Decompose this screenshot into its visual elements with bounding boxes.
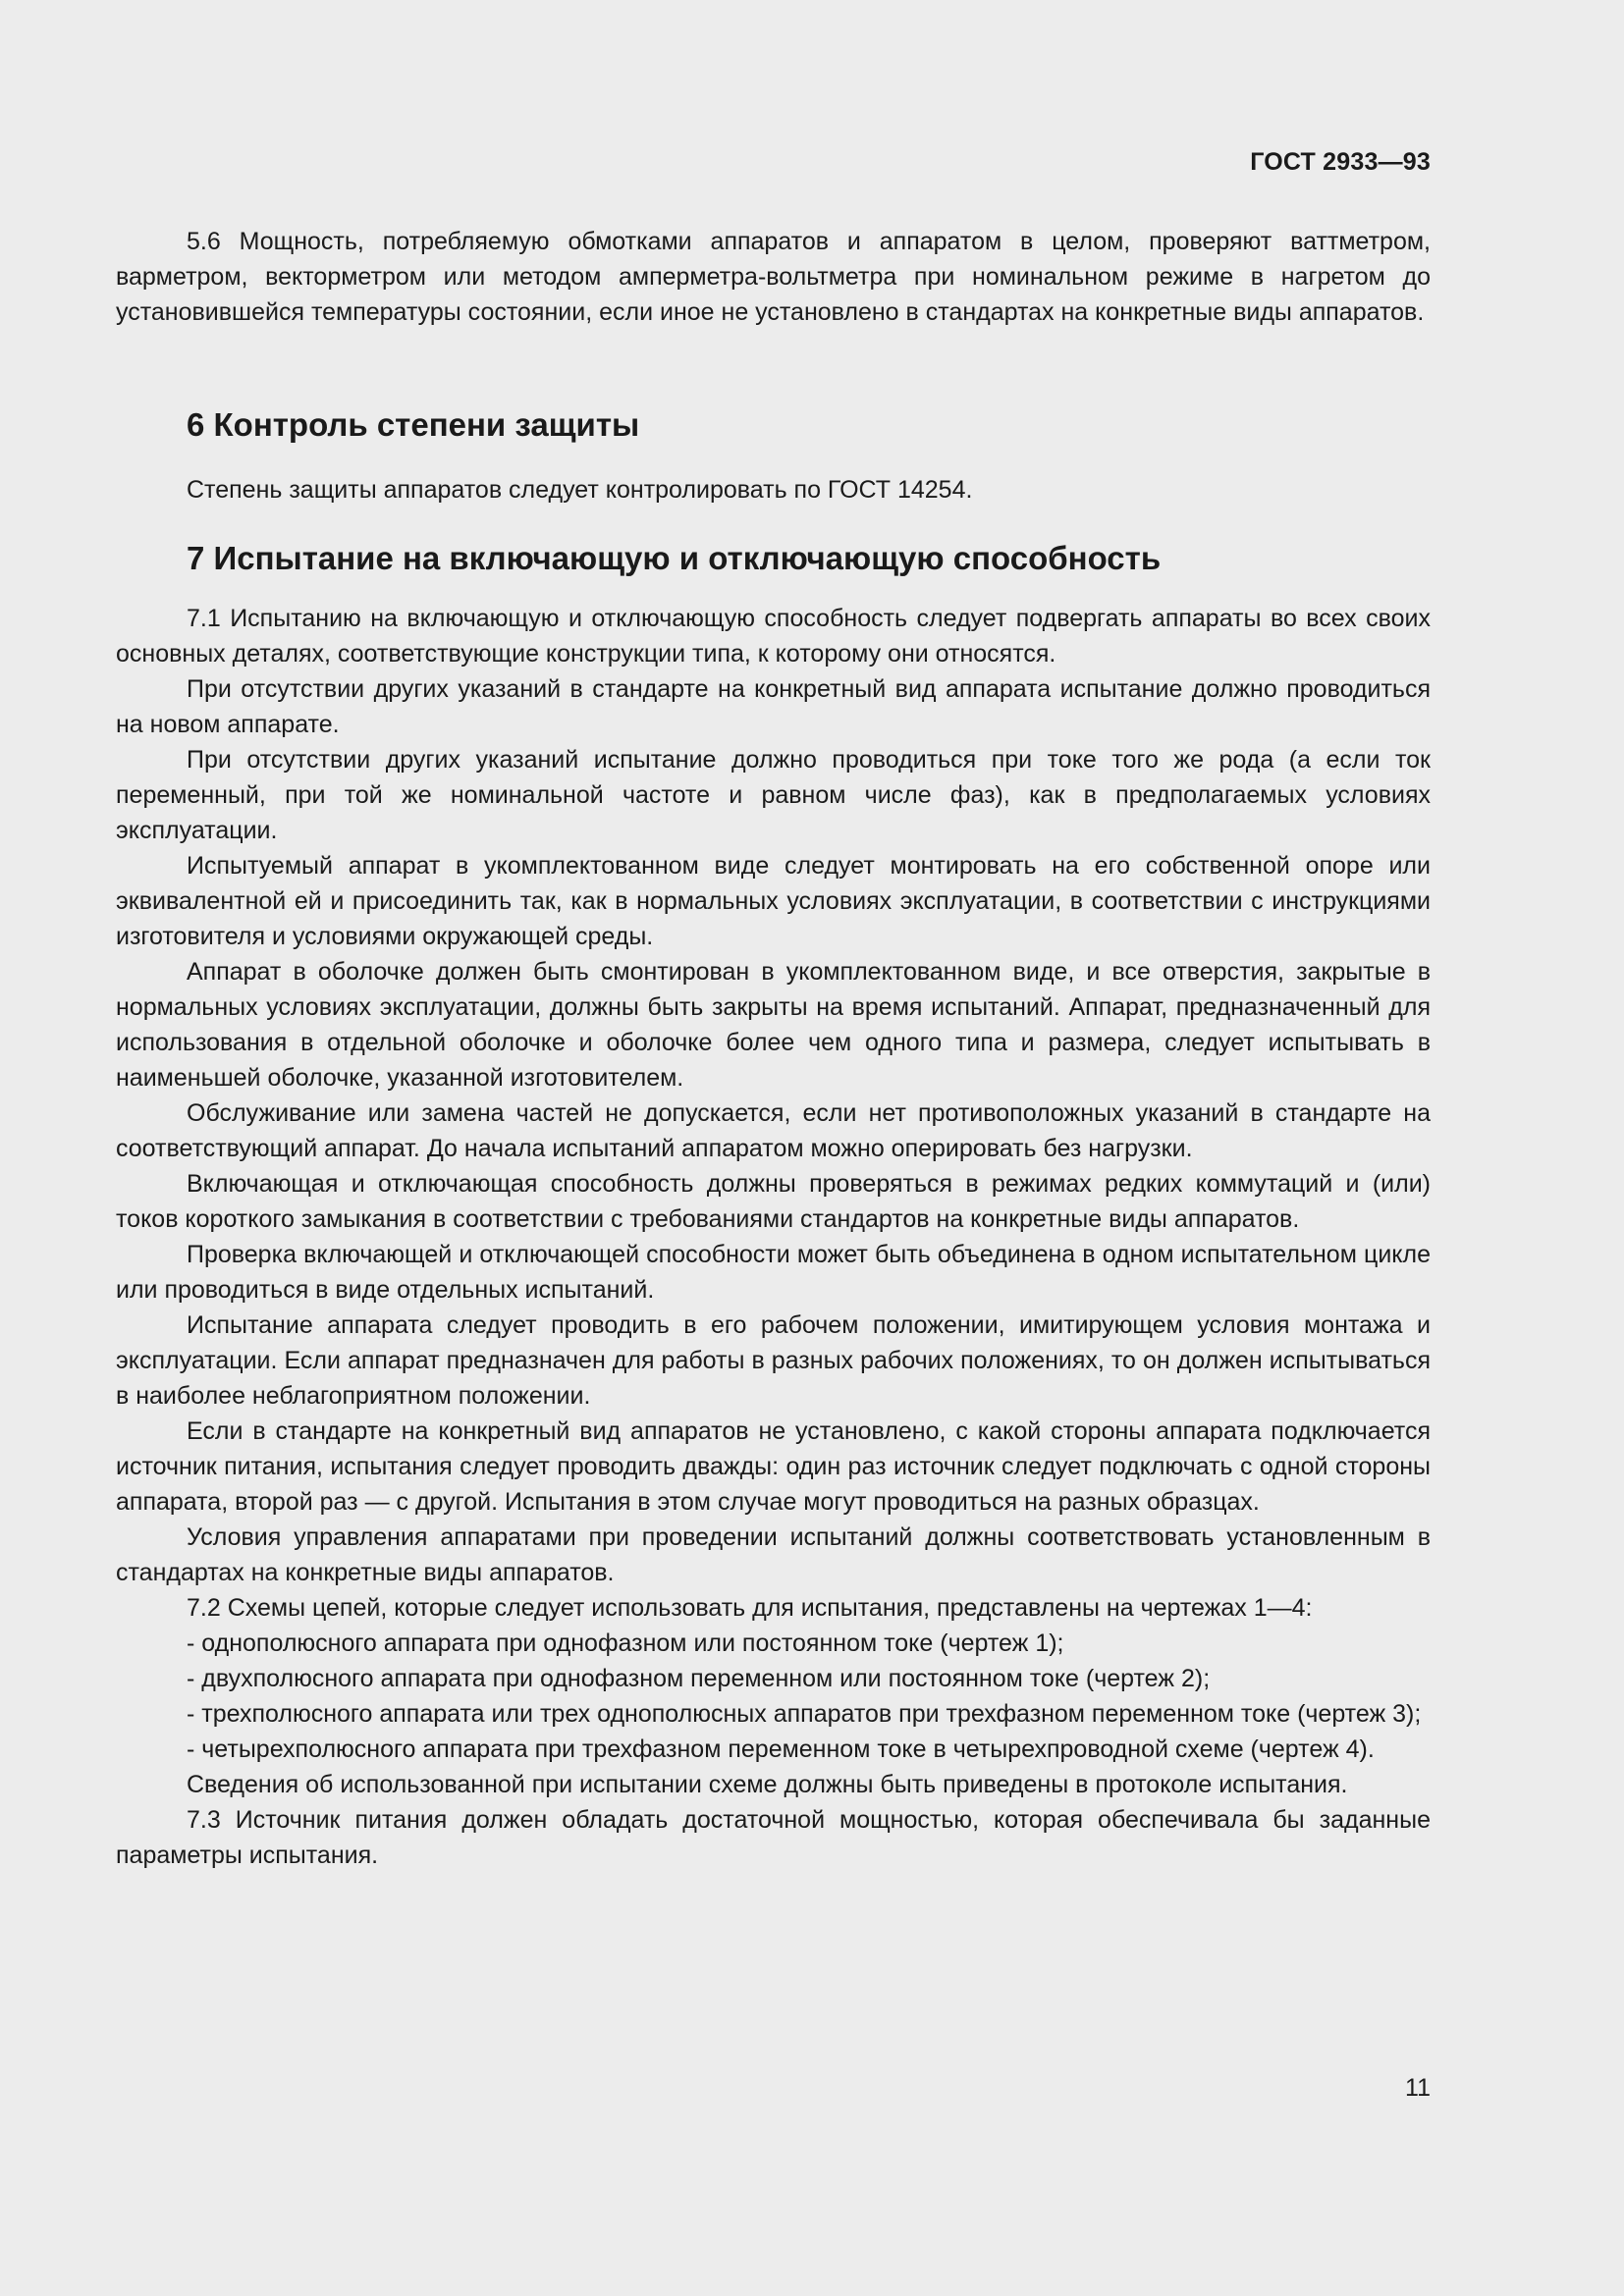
section-6	[116, 405, 1431, 507]
page-number: 11	[1405, 2074, 1431, 2102]
paragraph: Аппарат в оболочке должен быть смонтирован в укомплектованном виде, и все отверстия, закрытые в нормальных условиях эксплуатации, должны быть закрыты на время испытаний. Аппарат, предназначенный для использования в отдельной оболочке и оболочке более чем одного типа и размера, следует испытывать в наименьшей оболочке, указанной изготовителем.	[116, 958, 1431, 1092]
paragraph: Если в стандарте на конкретный вид аппаратов не установлено, с какой стороны аппарата подключается источник питания, испытания следует проводить дважды: один раз источник следует подключать с одной стороны аппарата, второй раз — с другой. Испытания в этом случае могут проводиться на разных образцах.	[116, 1417, 1431, 1516]
list-item: - однополюсного аппарата при однофазном или постоянном токе (чертеж 1);	[187, 1629, 1064, 1657]
paragraph: Сведения об использованной при испытании схеме должны быть приведены в протоколе испытания.	[187, 1771, 1348, 1798]
paragraph: При отсутствии других указаний в стандарте на конкретный вид аппарата испытание должно проводиться на новом аппарате.	[116, 675, 1431, 738]
paragraph: 7.2 Схемы цепей, которые следует использовать для испытания, представлены на чертежах 1—4:	[187, 1594, 1313, 1622]
section-heading: 7 Испытание на включающую и отключающую способность	[187, 540, 1162, 576]
paragraph: Условия управления аппаратами при проведении испытаний должны соответствовать установленным в стандартах на конкретные виды аппаратов.	[116, 1523, 1431, 1586]
section-7-body	[116, 601, 1431, 1873]
list-item: - трехполюсного аппарата или трех однополюсных аппаратов при трехфазном переменном токе (чертеж 3);	[187, 1700, 1422, 1728]
paragraph: 7.1 Испытанию на включающую и отключающую способность следует подвергать аппараты во всех своих основных деталях, соответствующие конструкции типа, к которому они относятся.	[116, 605, 1431, 667]
paragraph: Степень защиты аппаратов следует контролировать по ГОСТ 14254.	[187, 476, 973, 504]
section-heading: 6 Контроль степени защиты	[187, 406, 640, 443]
paragraph: 5.6 Мощность, потребляемую обмотками аппаратов и аппаратом в целом, проверяют ваттметром, варметром, векторметром или методом амперметра-вольтметра при номинальном режиме в нагретом до установившейся температуры состоянии, если иное не установлено в стандартах на конкретные виды аппаратов.	[116, 228, 1431, 326]
section-7	[116, 539, 1431, 1873]
paragraph: 7.3 Источник питания должен обладать достаточной мощностью, которая обеспечивала бы заданные параметры испытания.	[116, 1806, 1431, 1869]
paragraph: Испытуемый аппарат в укомплектованном виде следует монтировать на его собственной опоре или эквивалентной ей и присоединить так, как в нормальных условиях эксплуатации, в соответствии с инструкциями изготовителя и условиями окружающей среды.	[116, 852, 1431, 950]
list-item: - двухполюсного аппарата при однофазном переменном или постоянном токе (чертеж 2);	[187, 1665, 1211, 1692]
document-header: ГОСТ 2933—93	[1250, 148, 1431, 176]
section-5-6	[116, 224, 1431, 330]
paragraph: Обслуживание или замена частей не допускается, если нет противоположных указаний в стандарте на соответствующий аппарат. До начала испытаний аппаратом можно оперировать без нагрузки.	[116, 1099, 1431, 1162]
list-item: - четырехполюсного аппарата при трехфазном переменном токе в четырехпроводной схеме (чертеж 4).	[187, 1735, 1375, 1763]
paragraph: Включающая и отключающая способность должны проверяться в режимах редких коммутаций и (или) токов короткого замыкания в соответствии с требованиями стандартов на конкретные виды аппаратов.	[116, 1170, 1431, 1233]
paragraph: Испытание аппарата следует проводить в его рабочем положении, имитирующем условия монтажа и эксплуатации. Если аппарат предназначен для работы в разных рабочих положениях, то он должен испытываться в наиболее неблагоприятном положении.	[116, 1311, 1431, 1410]
paragraph: Проверка включающей и отключающей способности может быть объединена в одном испытательном цикле или проводиться в виде отдельных испытаний.	[116, 1241, 1431, 1304]
paragraph: При отсутствии других указаний испытание должно проводиться при токе того же рода (а если ток переменный, при той же номинальной частоте и равном числе фаз), как в предполагаемых условиях эксплуатации.	[116, 746, 1431, 844]
